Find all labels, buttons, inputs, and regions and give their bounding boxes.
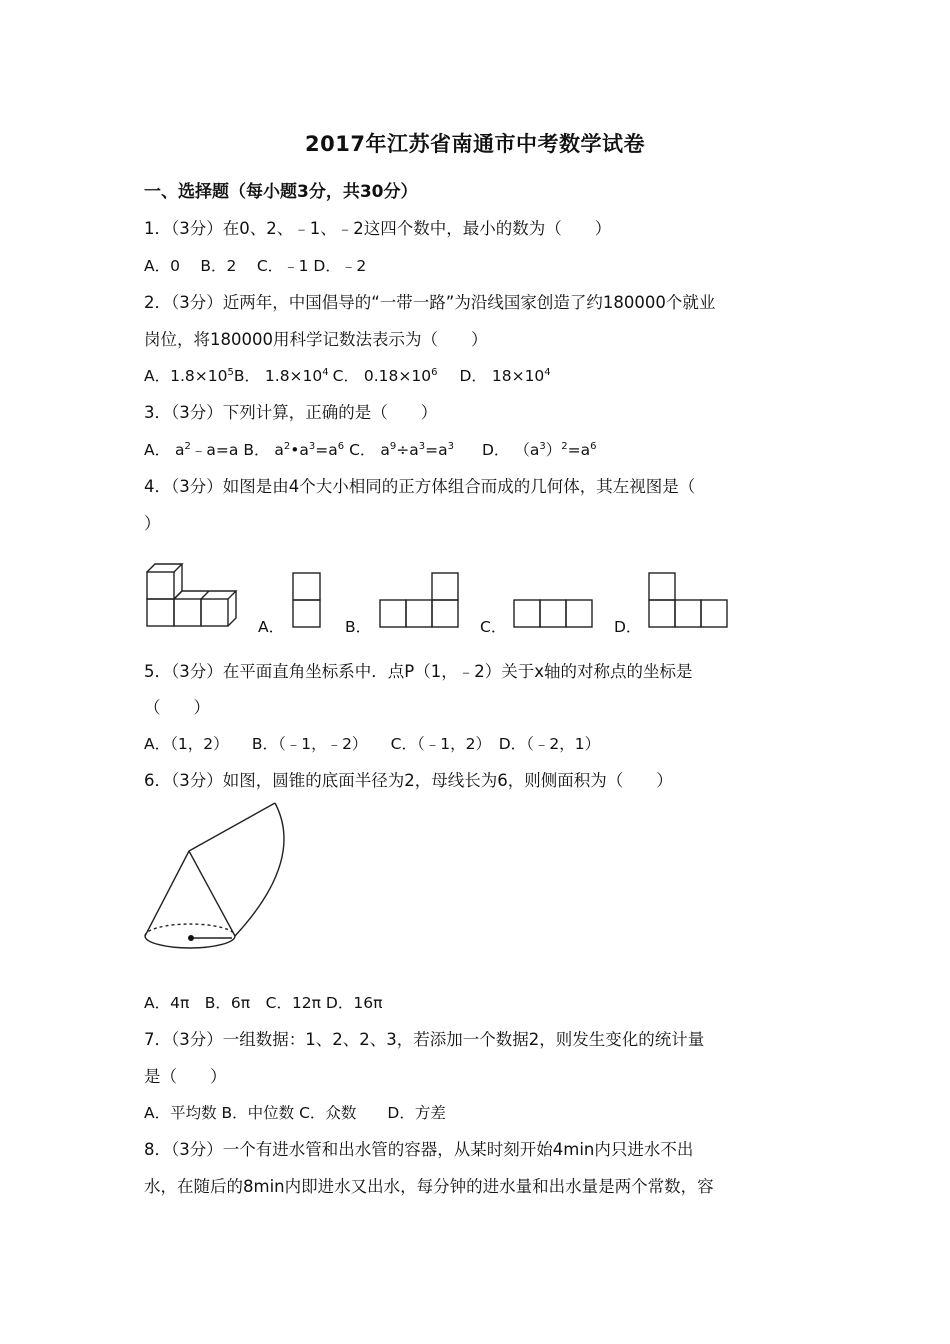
question-8-stem-line1: 8．（3分）一个有进水管和出水管的容器，从某时刻开始4min内只进水不出 bbox=[144, 1140, 694, 1159]
option-c: C． $a^9\div a^3=a^3$ bbox=[344, 441, 454, 459]
option-a-figure bbox=[292, 572, 322, 628]
question-5-stem-line1: 5．（3分）在平面直角坐标系中．点P（1，﹣2）关于x轴的对称点的坐标是 bbox=[144, 662, 693, 681]
question-8-stem-line2: 水，在随后的8min内即进水又出水，每分钟的进水量和出水量是两个常数，容 bbox=[144, 1177, 714, 1196]
option-a-label: A． bbox=[258, 618, 285, 636]
question-2-stem-line1: 2．（3分）近两年，中国倡导的“一带一路”为沿线国家创造了约180000个就业 bbox=[144, 293, 716, 312]
question-7-options: A．平均数 B．中位数 C．众数 D．方差 bbox=[144, 1104, 446, 1122]
question-3-options bbox=[144, 439, 597, 461]
question-6-stem: 6．（3分）如图，圆锥的底面半径为2，母线长为6，则侧面积为（ ） bbox=[144, 771, 673, 790]
option-d: D． $(a^3)^2=a^6$ bbox=[481, 441, 597, 459]
question-7-stem-line1: 7．（3分）一组数据：1、2、2、3，若添加一个数据2，则发生变化的统计量 bbox=[144, 1030, 705, 1049]
section-heading: 一、选择题（每小题3分，共30分） bbox=[144, 182, 418, 202]
page-title: 2017年江苏省南通市中考数学试卷 bbox=[305, 132, 645, 156]
option-d: D． $18\times 10^4$ bbox=[459, 367, 551, 385]
option-c-figure bbox=[513, 599, 597, 629]
option-b-label: B． bbox=[345, 618, 372, 636]
question-3-stem: 3．（3分）下列计算，正确的是（ ） bbox=[144, 403, 438, 422]
question-2-options bbox=[144, 365, 551, 387]
option-b: B． $1.8\times 10^4$ bbox=[233, 367, 329, 385]
option-c: C． $0.18\times 10^6$ bbox=[332, 367, 438, 385]
question-5-options: A．（1，2） B．（﹣1，﹣2） C．（﹣1，2） D．（﹣2，1） bbox=[144, 735, 601, 753]
option-c-label: C． bbox=[480, 618, 507, 636]
option-a: A． $a^2$ bbox=[144, 441, 191, 459]
option-b-figure bbox=[379, 572, 463, 628]
question-6-options: A．4π B．6π C．12π D．16π bbox=[144, 994, 383, 1012]
question-2-stem-line2: 岗位，将180000用科学记数法表示为（ ） bbox=[144, 330, 488, 349]
option-a: A．$1.8\times 10^5$ bbox=[144, 367, 234, 385]
question-7-stem-line2: 是（ ） bbox=[144, 1067, 227, 1086]
cube-solid-figure bbox=[146, 563, 242, 629]
option-d-figure bbox=[648, 572, 732, 628]
question-4-stem-line2: ） bbox=[144, 514, 161, 533]
question-1-stem: 1．（3分）在0、2、﹣1、﹣2这四个数中，最小的数为（ ） bbox=[144, 219, 612, 238]
question-4-stem-line1: 4．（3分）如图是由4个大小相同的正方体组合而成的几何体，其左视图是（ bbox=[144, 477, 696, 496]
option-b: ﹣a=a B． $a^2•a^3=a^6$ bbox=[190, 441, 345, 459]
question-5-stem-line2: （ ） bbox=[144, 698, 210, 717]
option-d-label: D． bbox=[614, 618, 642, 636]
question-1-options: A．0 B．2 C．﹣1 D．﹣2 bbox=[144, 257, 367, 275]
cone-figure bbox=[140, 800, 300, 960]
